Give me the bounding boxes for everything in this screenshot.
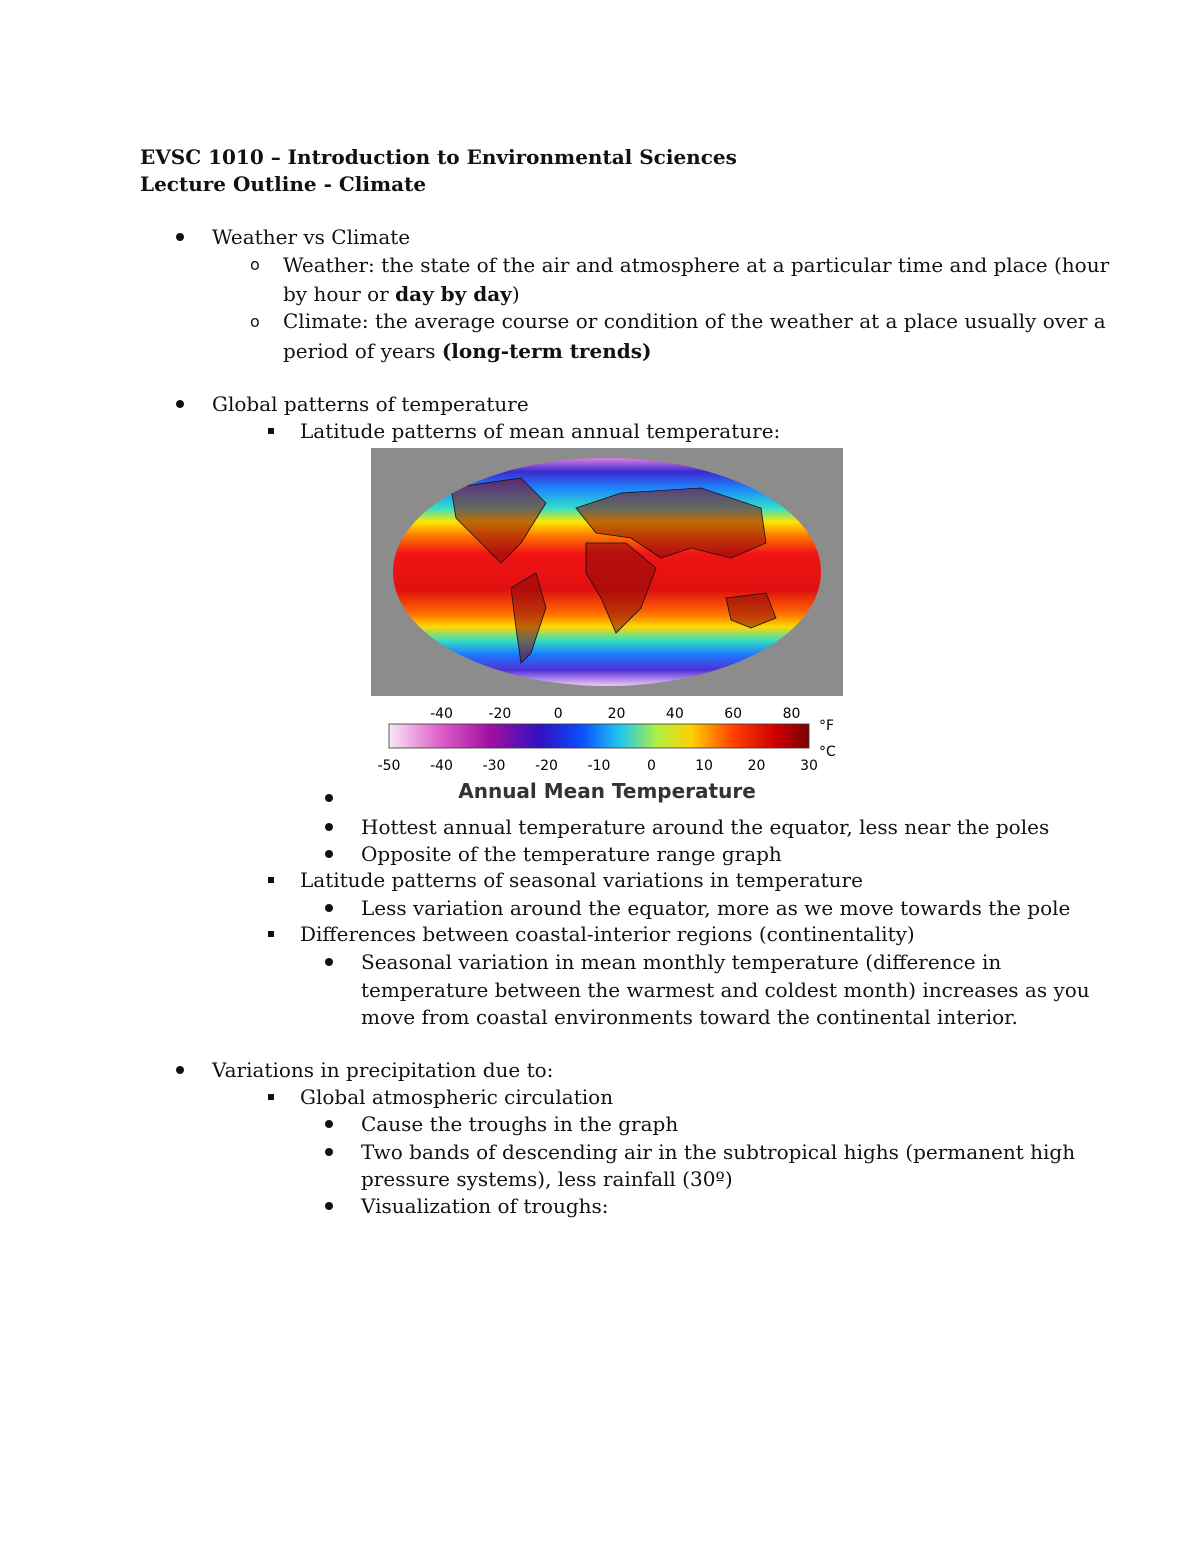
bullet-dot [325, 794, 333, 802]
celsius-tick-label: 20 [747, 758, 766, 774]
two-bands-line2: pressure systems), less rainfall (30º) [361, 1167, 733, 1191]
fahrenheit-tick-label: 80 [782, 706, 801, 722]
celsius-tick-label: -20 [535, 758, 558, 774]
section-heading-global-temperature: Global patterns of temperature [212, 392, 529, 416]
circle-bullet: o [250, 255, 260, 274]
celsius-unit: °C [819, 744, 836, 760]
square-bullet [268, 428, 274, 434]
seasonal-variation-line1: Seasonal variation in mean monthly temperature (difference in [361, 950, 1002, 974]
less-variation-note: Less variation around the equator, more as we move towards the pole [361, 896, 1071, 920]
seasonal-variation-line3: move from coastal environments toward the continental interior. [361, 1005, 1018, 1029]
fahrenheit-tick-label: 40 [665, 706, 684, 722]
visualization-note: Visualization of troughs: [361, 1194, 609, 1218]
bullet-dot [325, 1202, 333, 1210]
celsius-tick-label: 30 [800, 758, 818, 774]
course-title: EVSC 1010 – Introduction to Environmental Sciences [140, 145, 737, 169]
square-bullet [268, 1094, 274, 1100]
bullet-dot [325, 1148, 333, 1156]
celsius-tick-label: -30 [482, 758, 506, 774]
square-bullet [268, 877, 274, 883]
fahrenheit-tick-label: 20 [607, 706, 626, 722]
opposite-graph-note: Opposite of the temperature range graph [361, 842, 782, 866]
bullet-dot [325, 1120, 333, 1128]
celsius-tick-label: -40 [430, 758, 453, 774]
bullet-dot [176, 233, 184, 241]
section-heading-weather-vs-climate: Weather vs Climate [212, 225, 411, 249]
temperature-legend [371, 696, 843, 814]
fahrenheit-tick-label: -20 [488, 706, 512, 722]
seasonal-variation-line2: temperature between the warmest and coldest month) increases as you [361, 978, 1090, 1002]
square-bullet [268, 931, 274, 937]
bullet-dot [176, 1066, 184, 1074]
fahrenheit-tick-label: -40 [430, 706, 453, 722]
climate-definition-line2: period of years (long-term trends) [283, 339, 652, 363]
lecture-subtitle: Lecture Outline - Climate [140, 172, 427, 196]
global-circulation-label: Global atmospheric circulation [300, 1085, 614, 1109]
section-heading-precipitation: Variations in precipitation due to: [212, 1058, 554, 1082]
continentality-label: Differences between coastal-interior regions (continentality) [300, 922, 915, 946]
fahrenheit-unit: °F [819, 718, 835, 734]
weather-definition-line1: Weather: the state of the air and atmosphere at a particular time and place (hour [283, 253, 1110, 277]
circle-bullet: o [250, 312, 260, 331]
weather-definition-line2: by hour or day by day) [283, 282, 520, 306]
figure-title: Annual Mean Temperature [458, 779, 756, 803]
bullet-dot [176, 400, 184, 408]
fahrenheit-tick-label: 60 [724, 706, 743, 722]
bullet-dot [325, 823, 333, 831]
two-bands-line1: Two bands of descending air in the subtropical highs (permanent high [361, 1140, 1076, 1164]
hottest-temperature-note: Hottest annual temperature around the equator, less near the poles [361, 815, 1050, 839]
celsius-tick-label: -10 [587, 758, 611, 774]
bullet-dot [325, 904, 333, 912]
climate-definition-line1: Climate: the average course or condition of the weather at a place usually over a [283, 309, 1106, 333]
bullet-dot [325, 850, 333, 858]
colorbar [389, 724, 809, 748]
troughs-note: Cause the troughs in the graph [361, 1112, 679, 1136]
celsius-tick-label: 10 [695, 758, 713, 774]
celsius-tick-label: -50 [377, 758, 401, 774]
latitude-mean-annual-label: Latitude patterns of mean annual temperature: [300, 419, 781, 443]
celsius-ticks [378, 758, 818, 774]
fahrenheit-tick-label: 0 [553, 706, 563, 722]
seasonal-variation-label: Latitude patterns of seasonal variations in temperature [300, 868, 863, 892]
fahrenheit-ticks [430, 706, 800, 722]
bullet-dot [325, 958, 333, 966]
celsius-tick-label: 0 [647, 758, 656, 774]
temperature-map-figure [371, 448, 843, 696]
